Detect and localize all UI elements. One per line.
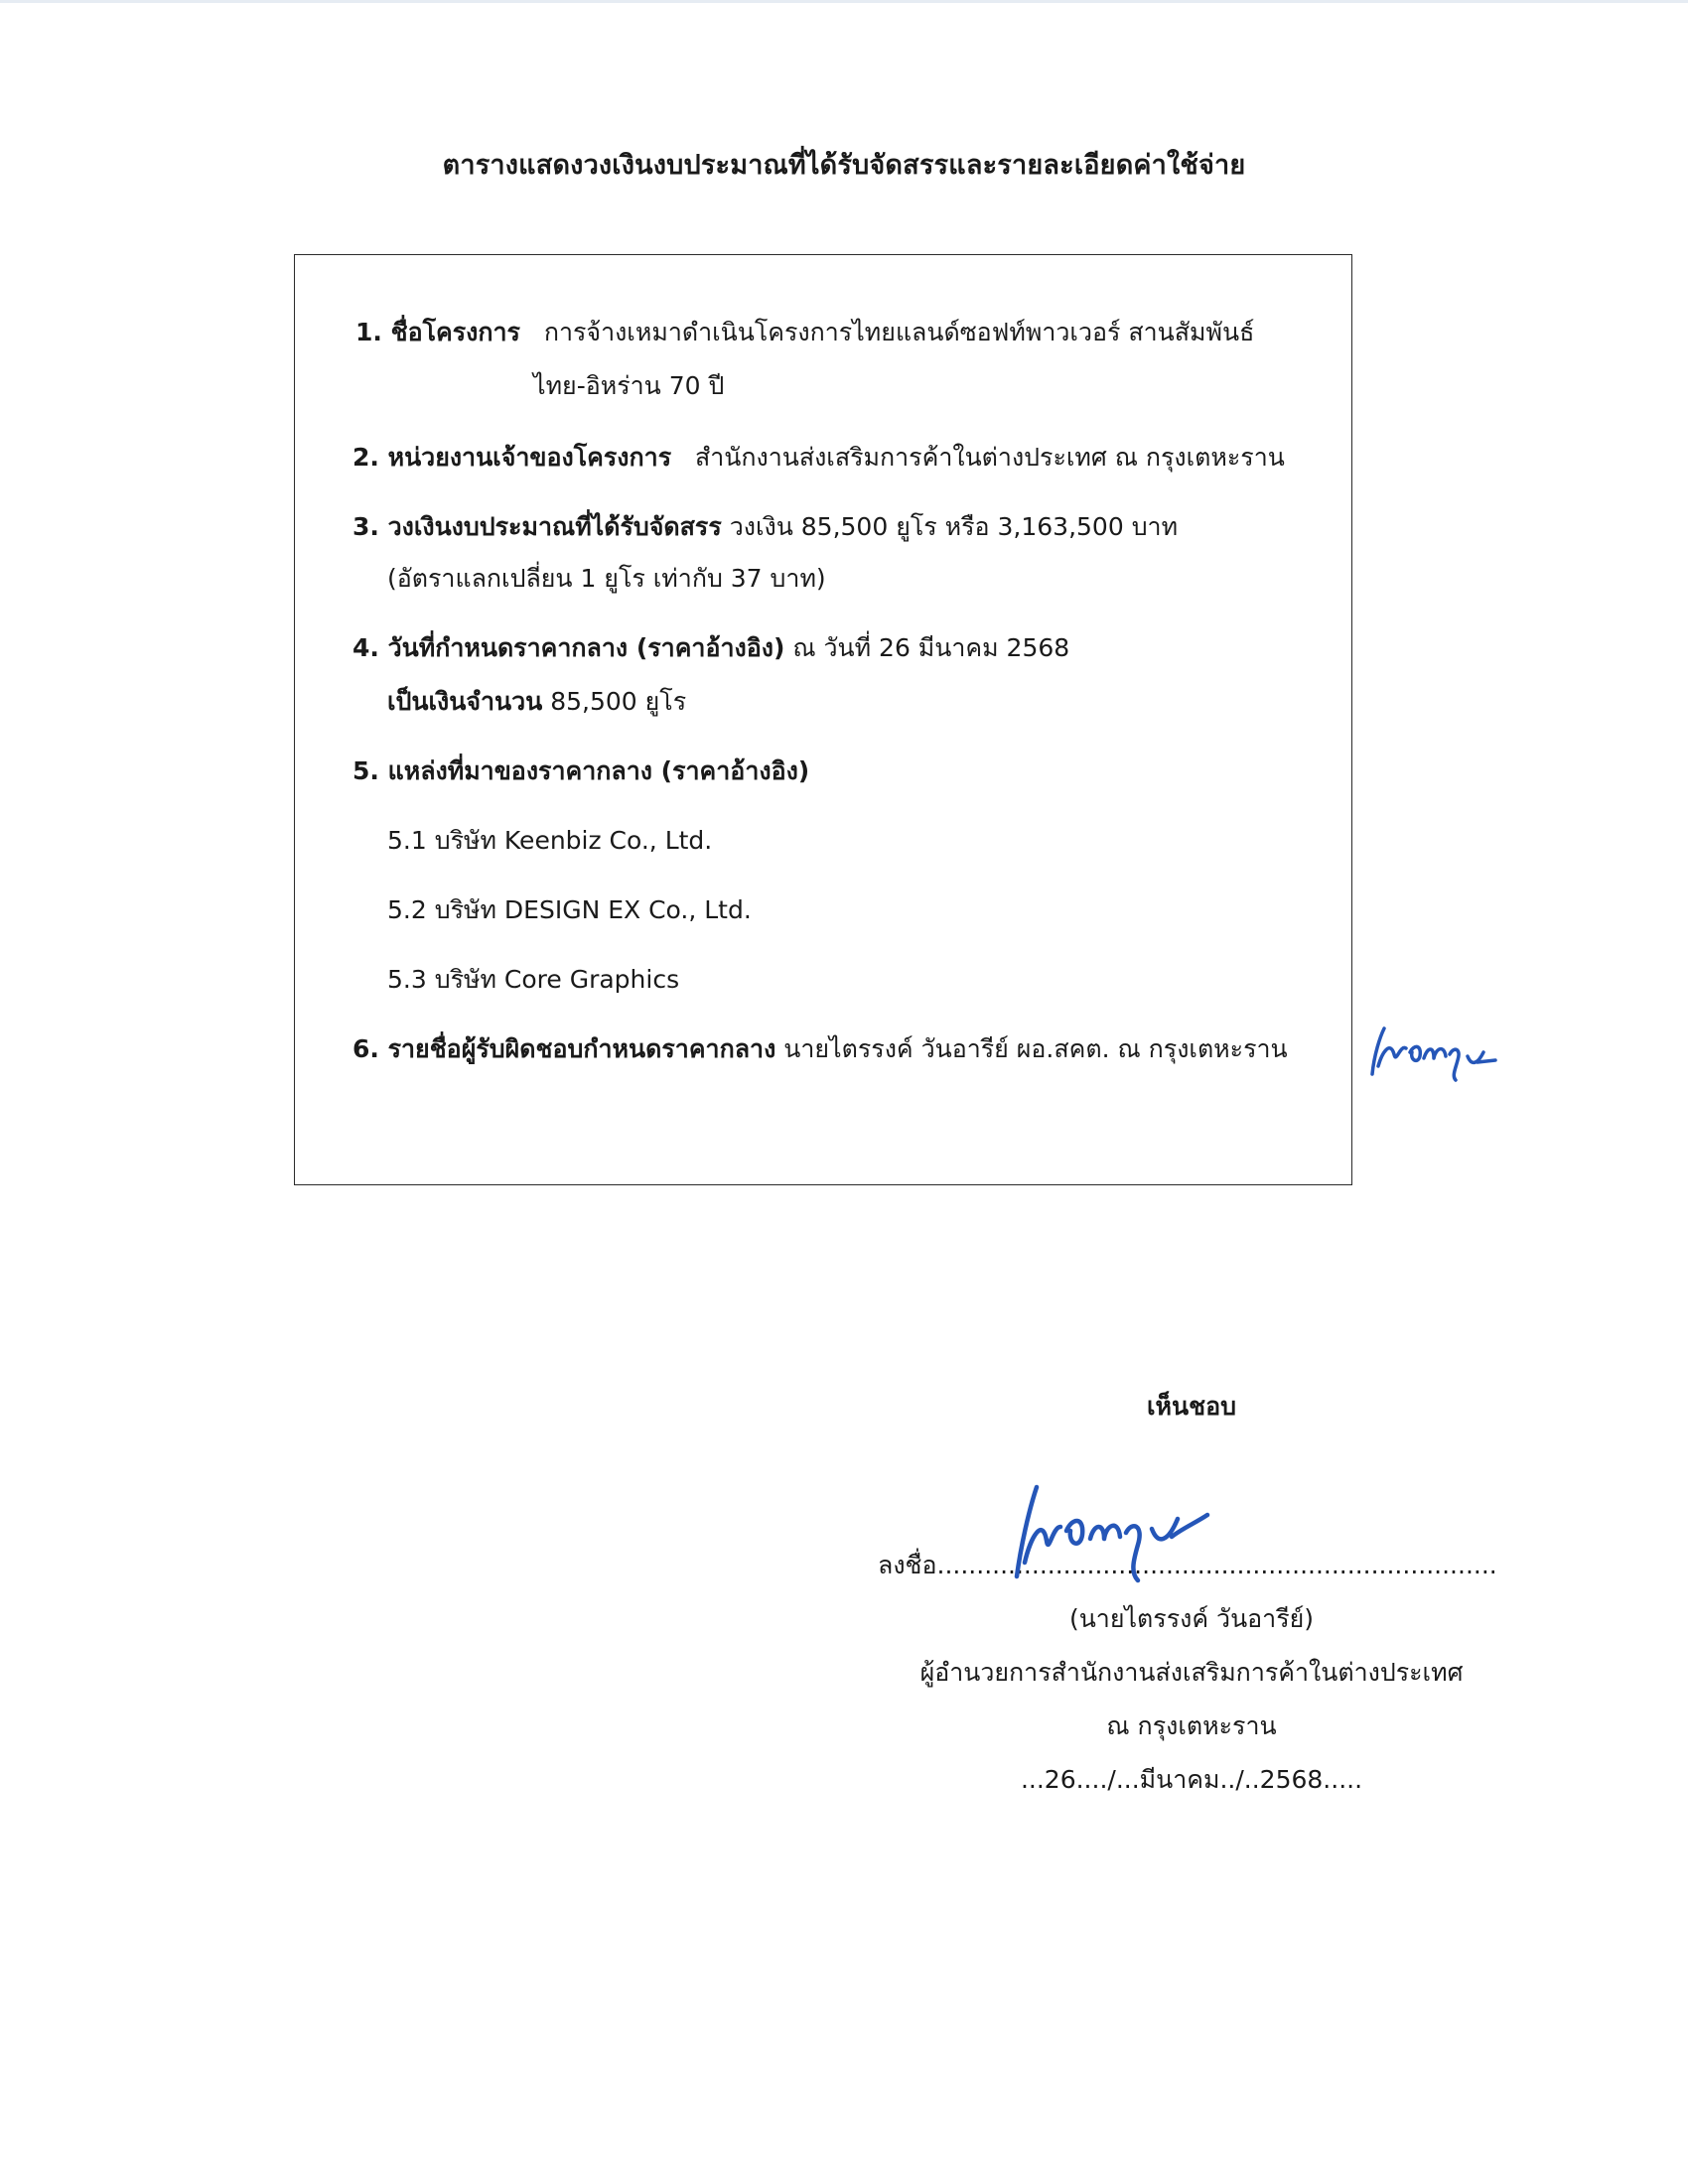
scan-edge [0, 0, 1688, 3]
item-2-row [352, 441, 1285, 475]
sign-dots: ....................................................................... [936, 1551, 1497, 1579]
source-3: 5.3 บริษัท Core Graphics [387, 965, 680, 994]
sign-label: ลงชื่อ [878, 1551, 937, 1579]
item-1-value-continued: ไทย-อิหร่าน 70 ปี [533, 371, 725, 400]
source-2: 5.2 บริษัท DESIGN EX Co., Ltd. [387, 895, 752, 924]
item-3-label: 3. วงเงินงบประมาณที่ได้รับจัดสรร [352, 512, 722, 541]
approver-signature [1003, 1467, 1221, 1596]
approval-date: ...26..../...มีนาคม../..2568..... [1020, 1765, 1363, 1794]
document-title: ตารางแสดงวงเงินงบประมาณที่ได้รับจัดสรรและรายละเอียดค่าใช้จ่าย [442, 150, 1246, 181]
margin-initial-signature [1360, 1015, 1509, 1094]
item-6-value: นายไตรรงค์ วันอารีย์ ผอ.สคต. ณ กรุงเตหะราน [783, 1034, 1288, 1063]
approval-heading: เห็นชอบ [1147, 1392, 1236, 1421]
item-6-row [352, 1032, 1288, 1066]
approver-name: (นายไตรรงค์ วันอารีย์) [1068, 1604, 1315, 1633]
item-1-value: การจ้างเหมาดำเนินโครงการไทยแลนด์ซอฟท์พาวเวอร์ สานสัมพันธ์ [543, 318, 1255, 346]
approver-position: ผู้อำนวยการสำนักงานส่งเสริมการค้าในต่างประเทศ [919, 1658, 1464, 1687]
source-1: 5.1 บริษัท Keenbiz Co., Ltd. [387, 826, 713, 855]
item-4-label: 4. วันที่กำหนดราคากลาง (ราคาอ้างอิง) [352, 633, 785, 662]
item-2-label: 2. หน่วยงานเจ้าของโครงการ [352, 443, 672, 472]
item-2-value: สำนักงานส่งเสริมการค้าในต่างประเทศ ณ กรุงเตหะราน [694, 443, 1285, 472]
item-4-value: ณ วันที่ 26 มีนาคม 2568 [792, 633, 1070, 662]
item-5-label: 5. แหล่งที่มาของราคากลาง (ราคาอ้างอิง) [352, 756, 810, 785]
item-1-label: 1. ชื่อโครงการ [355, 318, 520, 346]
item-3-exchange-note: (อัตราแลกเปลี่ยน 1 ยูโร เท่ากับ 37 บาท) [387, 564, 826, 593]
item-3-value: วงเงิน 85,500 ยูโร หรือ 3,163,500 บาท [729, 512, 1179, 541]
item-1-row [355, 316, 1254, 349]
item-4-amount-value: 85,500 ยูโร [550, 687, 687, 716]
item-6-label: 6. รายชื่อผู้รับผิดชอบกำหนดราคากลาง [352, 1034, 776, 1063]
item-4-row [352, 631, 1069, 665]
item-4-amount-row [387, 685, 686, 719]
approver-location: ณ กรุงเตหะราน [1106, 1711, 1277, 1740]
item-3-row [352, 510, 1178, 544]
item-4-amount-label: เป็นเงินจำนวน [387, 687, 543, 716]
